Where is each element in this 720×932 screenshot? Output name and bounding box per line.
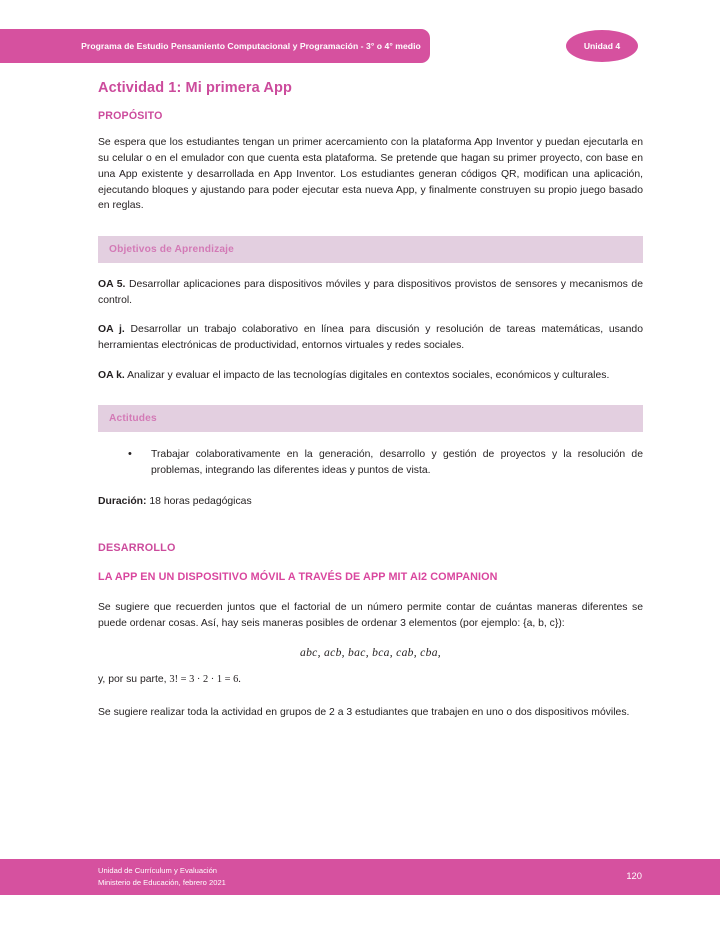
proposito-heading: PROPÓSITO xyxy=(98,110,163,123)
footer-line-1: Unidad de Currículum y Evaluación xyxy=(98,866,218,875)
objetivo-item xyxy=(98,322,643,353)
duration-label: Duración: xyxy=(98,495,147,507)
page-number: 120 xyxy=(626,870,642,881)
objetivo-text: Analizar y evaluar el impacto de las tecnologías digitales en contextos sociales, económicos y culturales. xyxy=(124,369,610,381)
duration-line xyxy=(98,494,643,510)
math-inline-formula: 3! = 3 · 2 · 1 = 6. xyxy=(169,674,241,686)
grouping-paragraph: Se sugiere realizar toda la actividad en grupos de 2 a 3 estudiantes que trabajen en uno o dos dispositivos móviles. xyxy=(98,706,630,718)
page-title: Actividad 1: Mi primera App xyxy=(98,80,292,96)
unit-badge xyxy=(566,30,638,62)
objetivo-item xyxy=(98,277,643,308)
actitudes-list xyxy=(98,447,643,479)
list-item: • Trabajar colaborativamente en la generación, desarrollo y gestión de proyectos y la resolución de problemas, integrando las diferentes ideas y puntos de vista. xyxy=(128,447,643,479)
desarrollo-subheading: LA APP EN UN DISPOSITIVO MÓVIL A TRAVÉS DE APP MIT AI2 COMPANION xyxy=(98,571,498,584)
page-footer xyxy=(0,859,720,895)
actitudes-section-label: Actitudes xyxy=(109,413,157,425)
math-display-permutations: abc, acb, bac, bca, cab, cba, xyxy=(299,646,442,660)
math-inline-line xyxy=(98,672,643,688)
objetivos-section-label: Objetivos de Aprendizaje xyxy=(109,244,234,256)
objetivo-code: OA 5. xyxy=(98,279,126,291)
program-title-pill xyxy=(0,29,430,63)
factorial-paragraph: Se sugiere que recuerden juntos que el factorial de un número permite contar de cuántas maneras diferentes se puede ordenar cosas. Así, hay seis maneras posibles de ordenar 3 elementos (por ejemplo: {a, b, c}): xyxy=(98,602,643,630)
program-title-text: Programa de Estudio Pensamiento Computacional y Programación - 3° o 4° medio xyxy=(81,41,421,51)
objetivo-text: Desarrollar un trabajo colaborativo en línea para discusión y resolución de tareas matemáticas, usando herramientas electrónicas de productividad, entornos virtuales y redes sociales. xyxy=(98,324,643,351)
objetivos-section-bar xyxy=(98,236,643,263)
unit-badge-label: Unidad 4 xyxy=(583,41,621,51)
footer-line-2: Ministerio de Educación, febrero 2021 xyxy=(98,877,226,887)
footer-organization xyxy=(98,865,226,889)
math-inline-prefix: y, por su parte, xyxy=(98,674,170,686)
objetivo-item xyxy=(98,368,643,384)
objetivo-text: Desarrollar aplicaciones para dispositivos móviles y para dispositivos provistos de sensores y mecanismos de control. xyxy=(98,279,643,306)
duration-value: 18 horas pedagógicas xyxy=(146,495,252,507)
desarrollo-heading: DESARROLLO xyxy=(98,542,176,555)
document-content xyxy=(98,80,643,720)
objetivo-code: OA j. xyxy=(98,324,125,336)
objetivo-code: OA k. xyxy=(98,369,125,381)
page-header xyxy=(0,29,720,63)
proposito-paragraph: Se espera que los estudiantes tengan un primer acercamiento con la plataforma App Inventor y puedan ejecutarla en su celular o en el emulador con que cuenta esta plataforma. Se pretende que hagan su primer proyecto, con base en una App existente y desarrollada en App Inventor. Los estudiantes generan códigos QR, modifican una aplicación, ejecutando bloques y ajustando para poder ejecutar esta nueva App, y finalmente construyen su propio juego basado en reglas. xyxy=(98,137,643,212)
actitudes-section-bar xyxy=(98,405,643,432)
